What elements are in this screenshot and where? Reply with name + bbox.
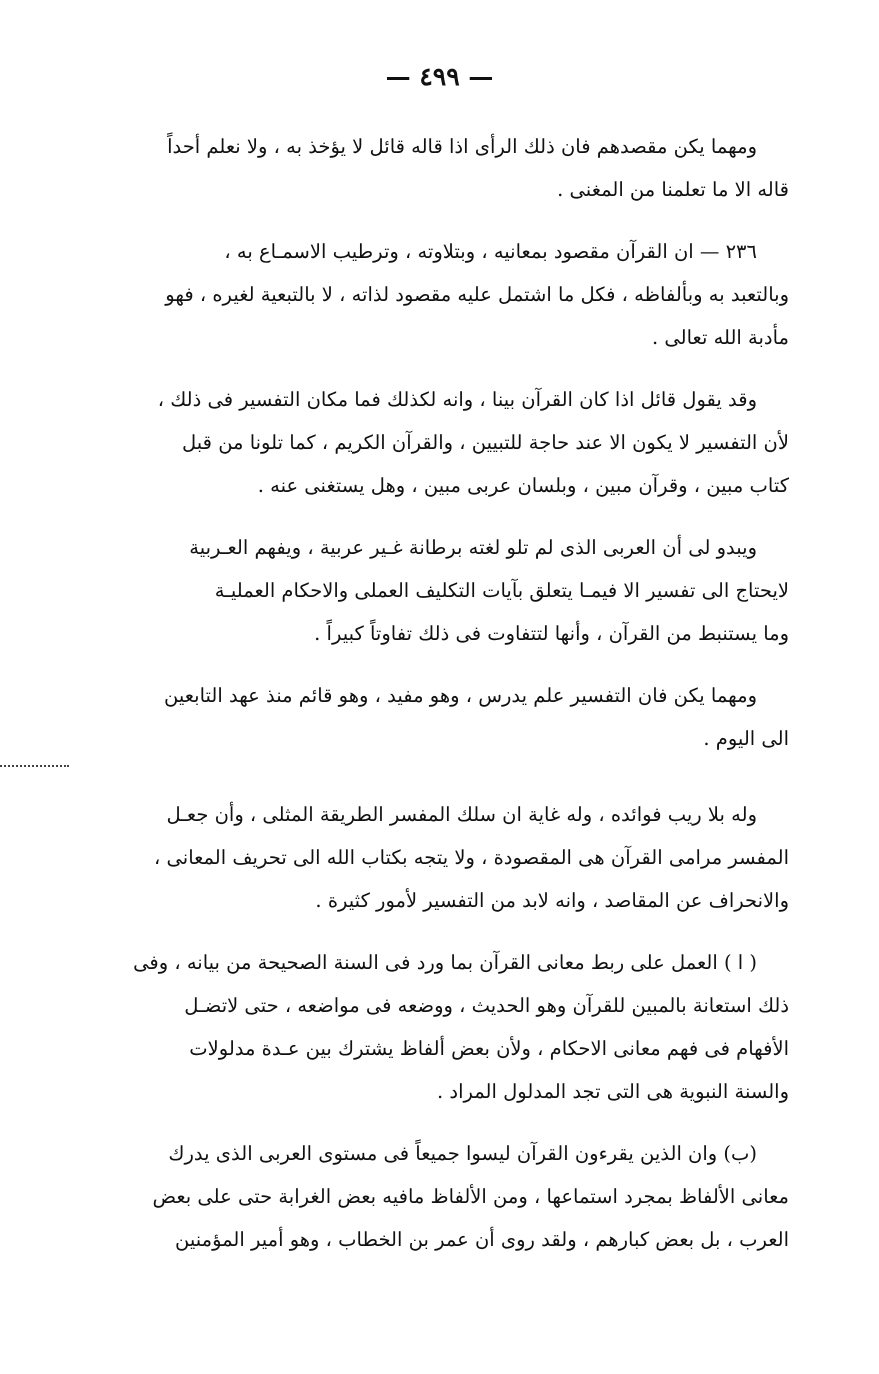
text-line: وله بلا ريب فوائده ، وله غاية ان سلك المفسر الطريقة المثلى ، وأن جعـل — [166, 803, 757, 826]
text-line: لأن التفسير لا يكون الا عند حاجة للتبيين ، والقرآن الكريم ، كما تلونا من قبل — [182, 431, 789, 454]
paragraph-4 — [38, 526, 789, 655]
text-line: ذلك استعانة بالمبين للقرآن وهو الحديث ، ووضعه فى مواضعه ، حتى لاتضـل — [184, 994, 789, 1017]
text-line: قاله الا ما تعلمنا من المغنى . — [557, 178, 789, 201]
text-line: الى اليوم . — [703, 727, 789, 750]
paragraph-8 — [38, 1132, 789, 1261]
text-line: ومهما يكن فان التفسير علم يدرس ، وهو مفيد ، وهو قائم منذ عهد التابعين — [164, 684, 757, 707]
paragraph-1 — [38, 125, 789, 211]
body-text — [38, 125, 789, 1280]
paragraph-7 — [38, 941, 789, 1113]
text-line: معانى الألفاظ بمجرد استماعها ، ومن الألفاظ مافيه بعض الغرابة حتى على بعض — [152, 1185, 789, 1208]
text-line: وما يستنبط من القرآن ، وأنها لتتفاوت فى ذلك تفاوتاً كبيراً . — [314, 622, 789, 645]
dotted-rule — [0, 765, 69, 767]
text-line: والانحراف عن المقاصد ، وانه لابد من التفسير لأمور كثيرة . — [315, 889, 789, 912]
text-line: الأفهام فى فهم معانى الاحكام ، ولأن بعض ألفاظ يشترك بين عـدة مدلولات — [189, 1037, 789, 1060]
paragraph-3 — [38, 378, 789, 507]
text-line: مأدبة الله تعالى . — [652, 326, 789, 349]
text-line: كتاب مبين ، وقرآن مبين ، وبلسان عربى مبين ، وهل يستغنى عنه . — [257, 474, 789, 497]
page-number: — ٤٩٩ — — [385, 62, 494, 91]
text-line: وقد يقول قائل اذا كان القرآن بينا ، وانه لكذلك فما مكان التفسير فى ذلك ، — [157, 388, 757, 411]
text-line: ويبدو لى أن العربى الذى لم تلو لغته برطانة غـير عربية ، ويفهم العـربية — [189, 536, 757, 559]
text-line: ومهما يكن مقصدهم فان ذلك الرأى اذا قاله قائل لا يؤخذ به ، ولا نعلم أحداً — [167, 135, 757, 158]
text-line: لايحتاج الى تفسير الا فيمـا يتعلق بآيات التكليف العملى والاحكام العمليـة — [214, 579, 789, 602]
text-line: والسنة النبوية هى التى تجد المدلول المراد . — [436, 1080, 789, 1103]
text-line: ٢٣٦ — ان القرآن مقصود بمعانيه ، وبتلاوته ، وترطيب الاسمـاع به ، — [224, 240, 757, 263]
text-line: وبالتعبد به وبألفاظه ، فكل ما اشتمل عليه مقصود لذاته ، لا بالتبعية لغيره ، فهو — [165, 283, 789, 306]
text-line: المفسر مرامى القرآن هى المقصودة ، ولا يتجه بكتاب الله الى تحريف المعانى ، — [154, 846, 789, 869]
paragraph-5 — [38, 674, 789, 760]
paragraph-6 — [38, 793, 789, 922]
paragraph-2 — [38, 230, 789, 359]
text-line: ( ا ) العمل على ربط معانى القرآن بما ورد فى السنة الصحيحة من بيانه ، وفى — [133, 951, 757, 974]
text-line: العرب ، بل بعض كبارهم ، ولقد روى أن عمر بن الخطاب ، وهو أمير المؤمنين — [175, 1228, 789, 1251]
text-line: (ب) وان الذين يقرءون القرآن ليسوا جميعاً فى مستوى العربى الذى يدرك — [168, 1142, 757, 1165]
